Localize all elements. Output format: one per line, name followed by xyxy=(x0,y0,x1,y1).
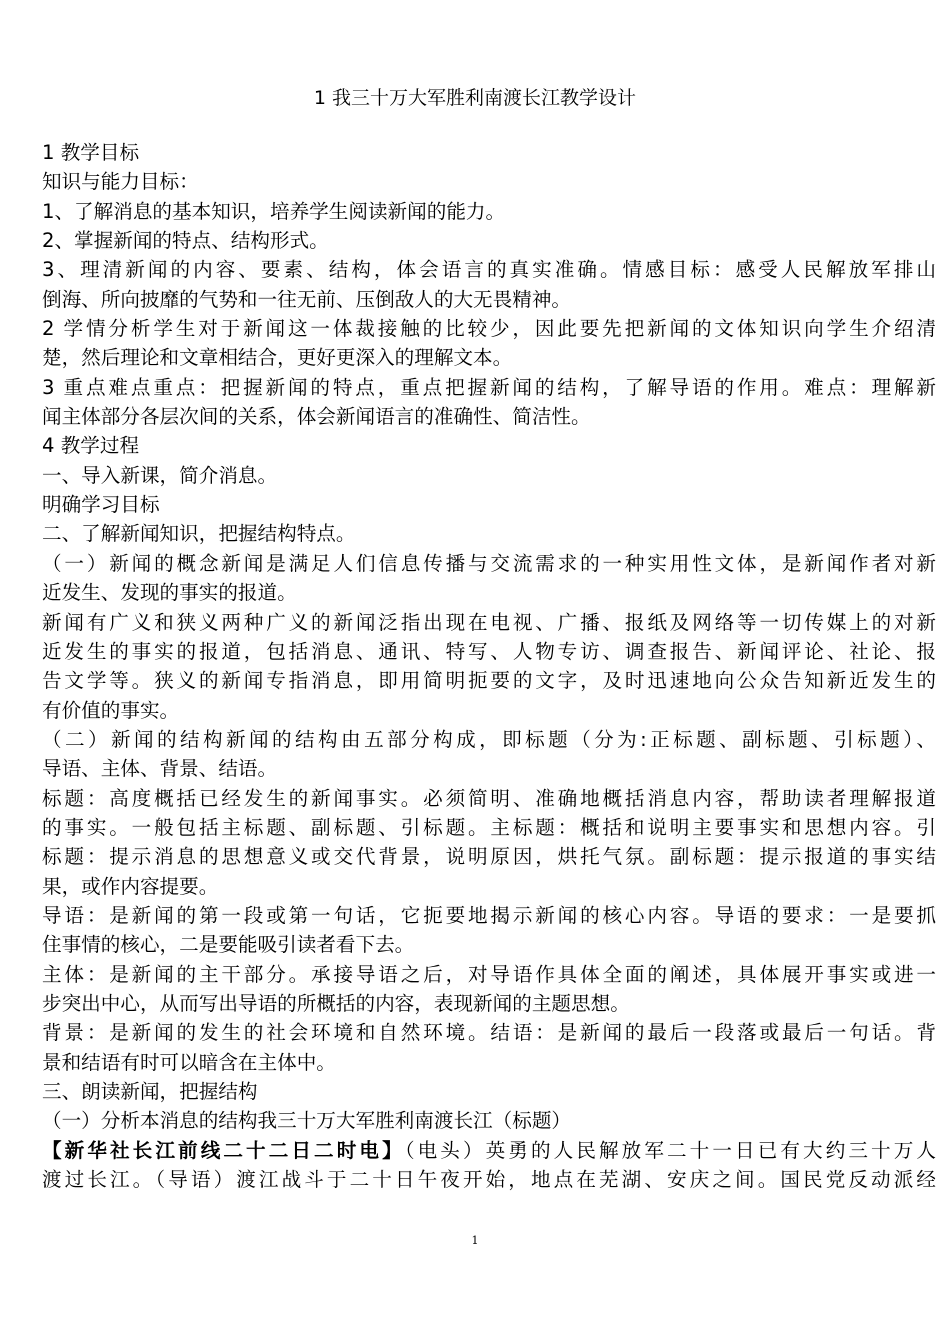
text-line: 明确学习目标 xyxy=(42,493,160,517)
text-line: 景和结语有时可以暗含在主体中。 xyxy=(42,1050,336,1074)
text-line: 有价值的事实。 xyxy=(42,698,180,722)
text-line: 倒海、所向披靡的气势和一往无前、压倒敌人的大无畏精神。 xyxy=(42,287,572,311)
text-line: 告文学等。狭义的新闻专指消息，即用简明扼要的文字，及时迅速地向公众告知新近发生的 xyxy=(42,669,936,693)
text-line: 近发生、发现的事实的报道。 xyxy=(42,581,297,605)
text-line: 步突出中心，从而写出导语的所概括的内容，表现新闻的主题思想。 xyxy=(42,991,630,1015)
document-body xyxy=(42,138,936,1194)
text-line: 标题：提示消息的思想意义或交代背景，说明原因，烘托气氛。副标题：提示报道的事实结 xyxy=(42,845,936,869)
document-title: 1 我三十万大军胜利南渡长江教学设计 xyxy=(313,87,637,109)
text-line: 2、掌握新闻的特点、结构形式。 xyxy=(42,229,329,253)
text-line: 三、朗读新闻，把握结构 xyxy=(42,1080,258,1103)
text-line: 果，或作内容提要。 xyxy=(42,874,219,898)
text-line: 住事情的核心，二是要能吸引读者看下去。 xyxy=(42,933,415,957)
text-line: 导语：是新闻的第一段或第一句话，它扼要地揭示新闻的核心内容。导语的要求：一是要抓 xyxy=(42,903,936,927)
text-line: 1 教学目标 xyxy=(42,141,140,164)
text-line: 一、导入新课，简介消息。 xyxy=(42,463,278,487)
dateline: 【新华社长江前线二十二日二时电】 xyxy=(42,1138,405,1162)
text-line: 1、了解消息的基本知识，培养学生阅读新闻的能力。 xyxy=(42,199,506,223)
text-line: 新闻有广义和狭义两种广义的新闻泛指出现在电视、广播、报纸及网络等一切传媒上的对新 xyxy=(42,610,936,634)
text-line: 【新华社长江前线二十二日二时电】（电头）英勇的人民解放军二十一日已有大约三十万人 xyxy=(42,1138,936,1162)
text-line: 的事实。一般包括主标题、副标题、引标题。主标题：概括和说明主要事实和思想内容。引 xyxy=(42,815,936,839)
text-line: （一）分析本消息的结构我三十万大军胜利南渡长江（标题） xyxy=(42,1109,572,1133)
text-line: 近发生的事实的报道，包括消息、通讯、特写、人物专访、调查报告、新闻评论、社论、报 xyxy=(42,639,936,663)
text-line: （二）新闻的结构新闻的结构由五部分构成，即标题（分为:正标题、副标题、引标题）、 xyxy=(42,727,936,751)
text-line: 知识与能力目标： xyxy=(42,170,199,194)
text-line: 闻主体部分各层次间的关系，体会新闻语言的准确性、简洁性。 xyxy=(42,405,591,429)
text-line: 4 教学过程 xyxy=(42,434,140,458)
page-number: 1 xyxy=(471,1234,479,1247)
text-line: 3、理清新闻的内容、要素、结构，体会语言的真实准确。情感目标：感受人民解放军排山 xyxy=(42,258,936,282)
text-line: （一）新闻的概念新闻是满足人们信息传播与交流需求的一种实用性文体，是新闻作者对新 xyxy=(42,551,936,575)
text-line: 背景：是新闻的发生的社会环境和自然环境。结语：是新闻的最后一段落或最后一句话。背 xyxy=(42,1021,936,1045)
text-line: 二、了解新闻知识，把握结构特点。 xyxy=(42,522,356,546)
text-line: 导语、主体、背景、结语。 xyxy=(42,757,278,781)
text-line: 楚，然后理论和文章相结合，更好更深入的理解文本。 xyxy=(42,346,513,370)
text-line: 2 学情分析学生对于新闻这一体裁接触的比较少，因此要先把新闻的文体知识向学生介绍清 xyxy=(42,317,936,341)
text-line: 标题：高度概括已经发生的新闻事实。必须简明、准确地概括消息内容，帮助读者理解报道 xyxy=(42,786,936,810)
text-line: 3 重点难点重点：把握新闻的特点，重点把握新闻的结构，了解导语的作用。难点：理解新 xyxy=(42,375,936,399)
text-line: 主体：是新闻的主干部分。承接导语之后，对导语作具体全面的阐述，具体展开事实或进一 xyxy=(42,962,936,986)
text-line: 渡过长江。（导语）渡江战斗于二十日午夜开始，地点在芜湖、安庆之间。国民党反动派经 xyxy=(42,1168,936,1192)
